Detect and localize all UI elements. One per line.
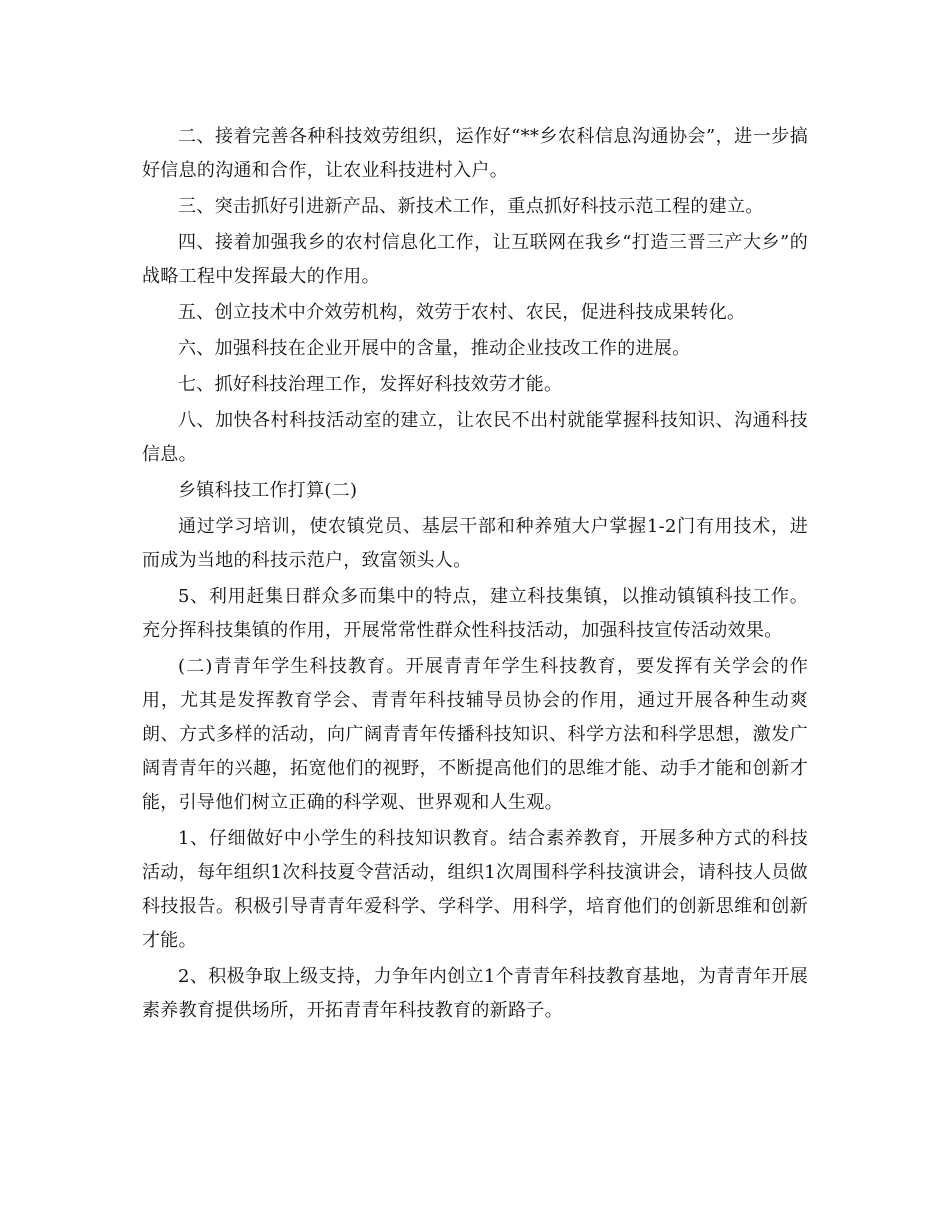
paragraph-item-4: 四、接着加强我乡的农村信息化工作，让互联网在我乡“打造三晋三产大乡”的战略工程中发挥最大的作用。 xyxy=(142,232,808,287)
paragraph-item-3: 三、突击抓好引进新产品、新技术工作，重点抓好科技示范工程的建立。 xyxy=(178,196,764,217)
paragraph-item-7: 七、抓好科技治理工作，发挥好科技效劳才能。 xyxy=(178,374,563,395)
document-body xyxy=(142,120,808,1028)
paragraph-item-6: 六、加强科技在企业开展中的含量，推动企业技改工作的进展。 xyxy=(178,338,691,359)
paragraph-student-education: 1、仔细做好中小学生的科技知识教育。结合素养教育，开展多种方式的科技活动，每年组织1次科技夏令营活动，组织1次周围科学科技演讲会，请科技人员做科技报告。积极引导青青年爱科学、学科学、用科学，培育他们的创新思维和创新才能。 xyxy=(142,828,808,951)
paragraph-item-2: 二、接着完善各种科技效劳组织，运作好“**乡农科信息沟通协会”，进一步搞好信息的沟通和合作，让农业科技进村入户。 xyxy=(142,126,808,181)
paragraph-education-base: 2、积极争取上级支持，力争年内创立1个青青年科技教育基地，为青青年开展素养教育提供场所，开拓青青年科技教育的新路子。 xyxy=(142,966,808,1021)
paragraph-item-8: 八、加快各村科技活动室的建立，让农民不出村就能掌握科技知识、沟通科技信息。 xyxy=(142,410,808,465)
paragraph-youth-education: (二)青青年学生科技教育。开展青青年学生科技教育，要发挥有关学会的作用，尤其是发挥教育学会、青青年科技辅导员协会的作用，通过开展各种生动爽朗、方式多样的活动，向广阔青青年传播科技知识、科学方法和科学思想，激发广阔青青年的兴趣，拓宽他们的视野，不断提高他们的思维才能、动手才能和创新才能，引导他们树立正确的科学观、世界观和人生观。 xyxy=(142,656,808,813)
paragraph-training: 通过学习培训，使农镇党员、基层干部和种养殖大户掌握1-2门有用技术，进而成为当地的科技示范户，致富领头人。 xyxy=(142,516,808,571)
paragraph-item-5: 五、创立技术中介效劳机构，效劳于农村、农民，促进科技成果转化。 xyxy=(178,302,746,323)
paragraph-market-town: 5、利用赶集日群众多而集中的特点，建立科技集镇，以推动镇镇科技工作。充分挥科技集镇的作用，开展常常性群众性科技活动，加强科技宣传活动效果。 xyxy=(142,586,808,641)
section-heading: 乡镇科技工作打算(二) xyxy=(178,480,358,501)
